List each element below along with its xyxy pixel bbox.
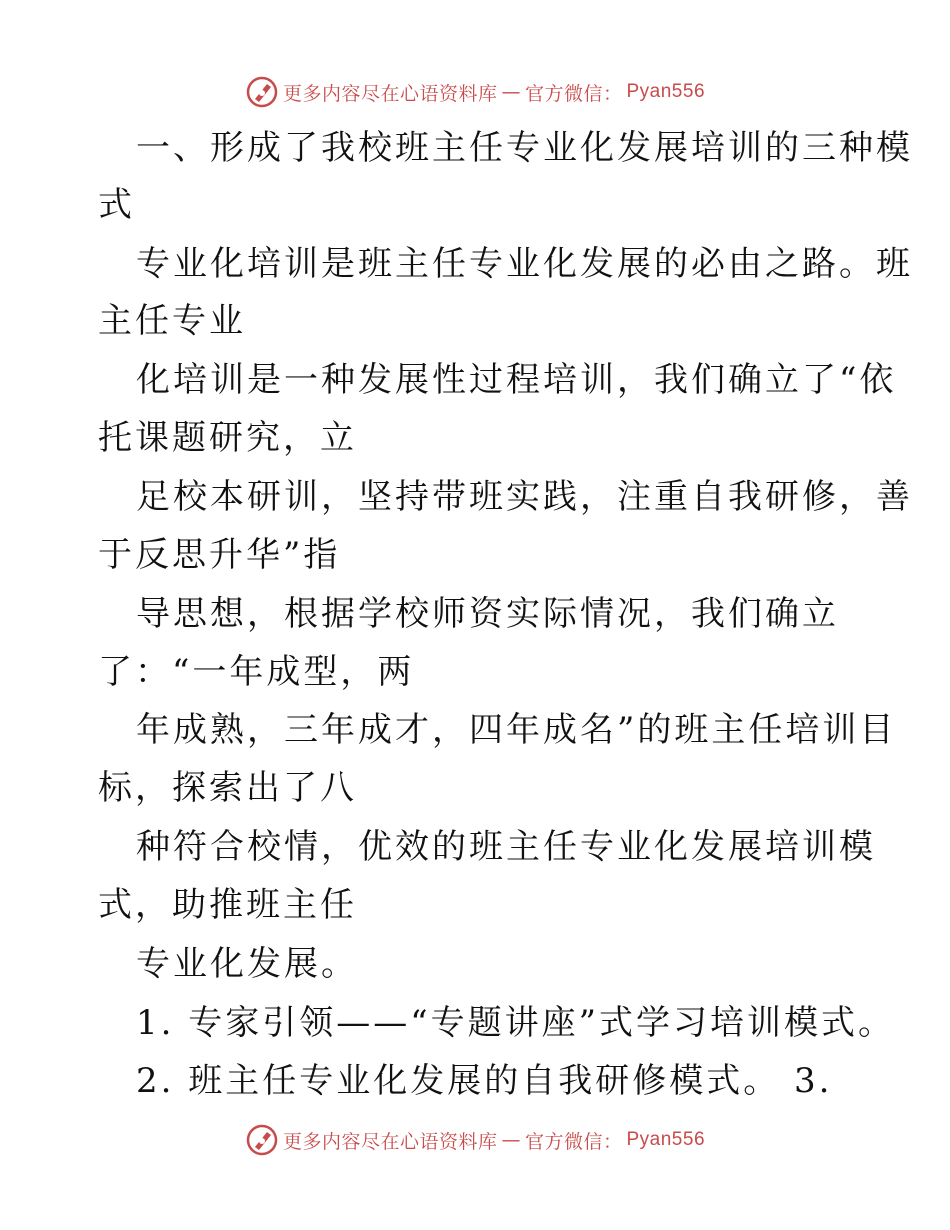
text-line: 主任专业 (98, 301, 246, 341)
text-line: 化培训是一种发展性过程培训，我们确立了“依 (136, 360, 897, 400)
text-line: 了：“一年成型，两 (98, 652, 415, 692)
text-line: 式，助推班主任 (98, 885, 357, 925)
text-line: 托课题研究，立 (98, 418, 357, 458)
watermark-wechat-id: Pyan556 (626, 1129, 706, 1150)
watermark-dash: — (501, 1129, 521, 1151)
watermark-wechat-label: 官方微信： (524, 82, 623, 105)
text-line: 导思想，根据学校师资实际情况，我们确立 (136, 594, 839, 634)
text-line: 种符合校情，优效的班主任专业化发展培训模 (136, 827, 876, 867)
text-line: 标，探索出了八 (98, 768, 357, 808)
watermark-site-text: 更多内容尽在心语资料库 (282, 1130, 498, 1153)
list-item: 2. 班主任专业化发展的自我研修模式。 3. (136, 1061, 833, 1101)
text-line: 专业化培训是班主任专业化发展的必由之路。班 (136, 244, 913, 284)
text-line: 专业化发展。 (136, 944, 358, 984)
text-line: 于反思升华”指 (98, 535, 341, 575)
text-line: 式 (98, 185, 135, 225)
pen-logo-icon (245, 75, 279, 109)
watermark-wechat-id: Pyan556 (626, 81, 706, 102)
list-item: 1. 专家引领——“专题讲座”式学习培训模式。 (136, 1003, 896, 1043)
watermark-dash: — (501, 81, 521, 103)
watermark-wechat-label: 官方微信： (524, 1130, 623, 1153)
text-line: 足校本研训，坚持带班实践，注重自我研修，善 (136, 477, 913, 517)
watermark-footer (0, 1120, 950, 1160)
watermark-header (0, 72, 950, 112)
watermark-site-text: 更多内容尽在心语资料库 (282, 82, 498, 105)
text-line: 年成熟，三年成才，四年成名”的班主任培训目 (136, 710, 897, 750)
heading-line: 一、形成了我校班主任专业化发展培训的三种模 (136, 128, 913, 168)
pen-logo-icon (245, 1123, 279, 1157)
